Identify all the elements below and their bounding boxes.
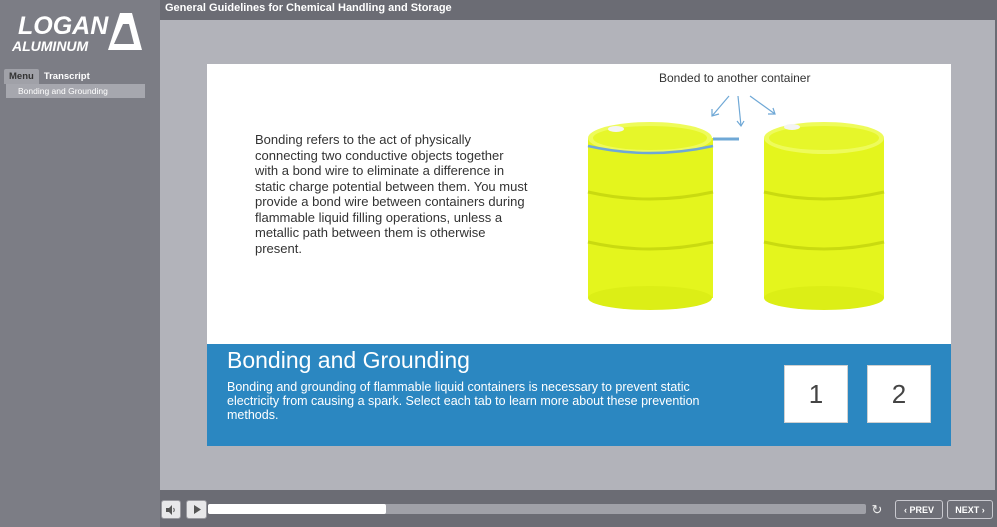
play-button[interactable] — [186, 500, 207, 519]
menu-item-bonding-and-grounding[interactable]: Bonding and Grounding — [6, 84, 145, 98]
sidebar — [0, 0, 160, 527]
player-controls — [160, 496, 997, 522]
slide — [207, 64, 951, 446]
prev-button[interactable] — [895, 500, 943, 519]
banner-title: Bonding and Grounding — [227, 347, 470, 373]
logan-aluminum-logo — [10, 10, 145, 58]
slide-body-text: Bonding refers to the act of physically connecting two conductive objects together with a bond wire to eliminate a difference in static charge potential between them. You must provide a bond wire between containers during flammable liquid filling operations, unless a metallic path between them is otherwise present. — [255, 132, 528, 256]
slide-stage — [160, 20, 995, 490]
svg-text:LOGAN: LOGAN — [18, 12, 109, 40]
replay-icon[interactable]: ↻ — [871, 502, 883, 517]
course-title: General Guidelines for Chemical Handling and Storage — [165, 2, 452, 14]
svg-text:ALUMINUM: ALUMINUM — [12, 38, 89, 54]
prev-label: PREV — [909, 504, 934, 515]
tab-transcript[interactable]: Transcript — [43, 71, 90, 82]
tab-menu[interactable]: Menu — [4, 69, 39, 84]
sidebar-tabs — [4, 69, 95, 84]
banner-text: Bonding and grounding of flammable liquid containers is necessary to prevent static electricity from causing a spark. Select each tab to learn more about these prevention methods. — [227, 380, 700, 422]
callout-arrows — [712, 96, 775, 126]
next-label: NEXT — [955, 504, 980, 515]
chevron-left-icon: ‹ — [903, 504, 910, 515]
play-icon — [193, 505, 201, 514]
speaker-icon — [165, 505, 177, 515]
tab-button-1[interactable]: 1 — [784, 365, 848, 423]
seek-progress — [208, 504, 386, 514]
callout-label: Bonded to another container — [659, 71, 811, 85]
seek-bar[interactable] — [208, 504, 866, 514]
drum-left — [588, 122, 713, 310]
info-banner — [207, 344, 951, 446]
menu-list — [6, 84, 145, 98]
chevron-right-icon: › — [979, 504, 985, 515]
volume-button[interactable] — [161, 500, 181, 519]
drum-right — [764, 122, 884, 310]
tab-button-2[interactable]: 2 — [867, 365, 931, 423]
next-button[interactable] — [947, 500, 993, 519]
